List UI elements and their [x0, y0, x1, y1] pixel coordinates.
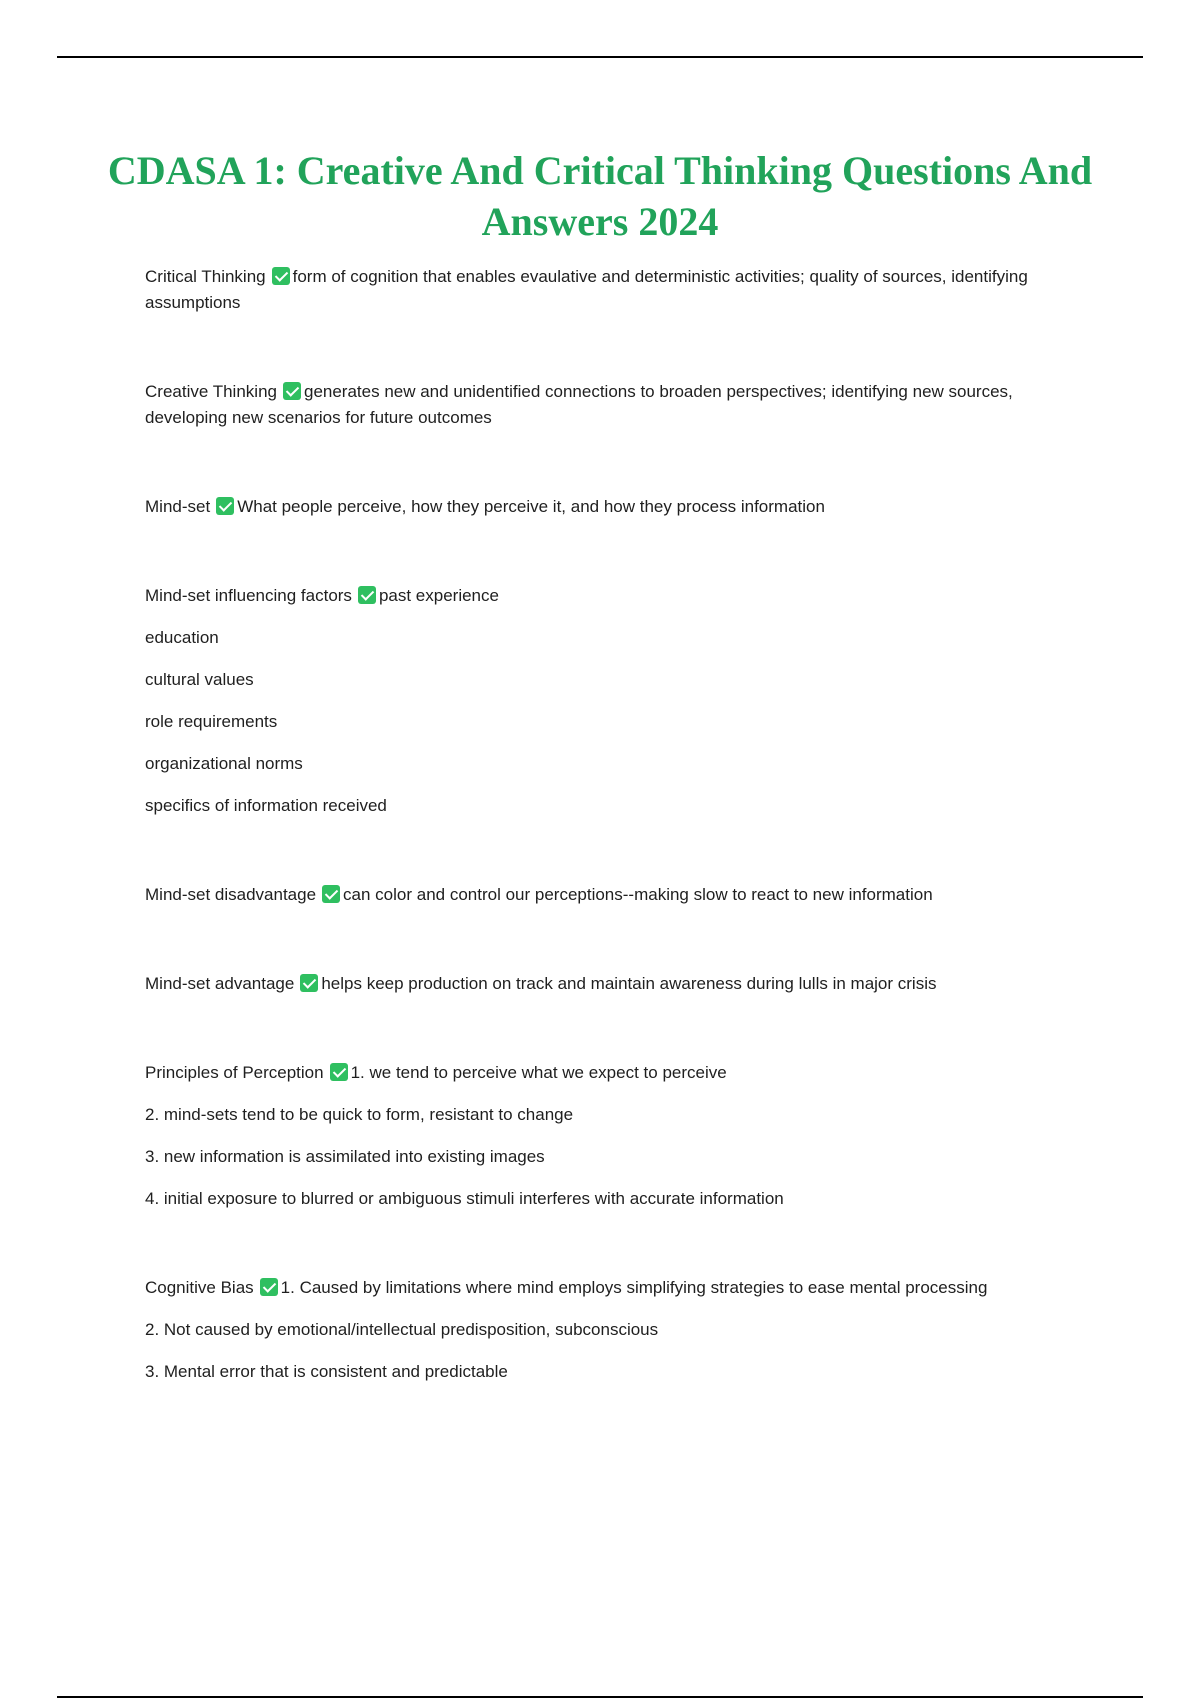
qa-answer: can color and control our perceptions--making slow to react to new information [343, 885, 933, 904]
document-title: CDASA 1: Creative And Critical Thinking Questions And Answers 2024 [107, 148, 1093, 244]
qa-line [145, 971, 1065, 997]
qa-extra-line: 2. mind-sets tend to be quick to form, resistant to change [145, 1105, 574, 1124]
qa-term: Cognitive Bias [145, 1278, 254, 1297]
top-rule [57, 56, 1143, 58]
qa-answer: 1. Caused by limitations where mind employs simplifying strategies to ease mental processing [280, 1278, 988, 1297]
qa-item [145, 379, 1065, 431]
qa-extra-line: 3. new information is assimilated into existing images [145, 1147, 545, 1166]
bottom-rule [57, 1696, 1143, 1698]
qa-extra-line: organizational norms [145, 754, 303, 773]
qa-list [145, 264, 1065, 1448]
check-icon [283, 382, 301, 400]
qa-term: Mind-set [145, 497, 211, 516]
qa-extra-line: 3. Mental error that is consistent and predictable [145, 1362, 508, 1381]
qa-item [145, 882, 1065, 908]
qa-line [145, 583, 1065, 609]
qa-item [145, 1060, 1065, 1212]
qa-extra-line: role requirements [145, 712, 278, 731]
qa-term: Critical Thinking [145, 267, 266, 286]
check-icon [322, 885, 340, 903]
qa-extra-line: cultural values [145, 670, 254, 689]
qa-extra-line: education [145, 628, 219, 647]
qa-item [145, 494, 1065, 520]
qa-extra-line: 4. initial exposure to blurred or ambiguous stimuli interferes with accurate information [145, 1189, 784, 1208]
qa-answer: helps keep production on track and maintain awareness during lulls in major crisis [321, 974, 937, 993]
qa-term: Mind-set influencing factors [145, 586, 352, 605]
check-icon [300, 974, 318, 992]
qa-item [145, 1275, 1065, 1385]
qa-answer: past experience [378, 586, 499, 605]
qa-term: Mind-set advantage [145, 974, 295, 993]
qa-extra-line: 2. Not caused by emotional/intellectual predisposition, subconscious [145, 1320, 659, 1339]
qa-line [145, 494, 1065, 520]
qa-line [145, 882, 1065, 908]
qa-line [145, 264, 1065, 316]
qa-item [145, 264, 1065, 316]
qa-term: Creative Thinking [145, 382, 277, 401]
check-icon [330, 1063, 348, 1081]
qa-item [145, 971, 1065, 997]
qa-term: Mind-set disadvantage [145, 885, 317, 904]
qa-answer: 1. we tend to perceive what we expect to perceive [350, 1063, 727, 1082]
qa-extra-line: specifics of information received [145, 796, 387, 815]
qa-answer: form of cognition that enables evaulative and deterministic activities; quality of sources, identifying assumptions [145, 267, 1028, 312]
check-icon [272, 267, 290, 285]
qa-answer: generates new and unidentified connections to broaden perspectives; identifying new sources, developing new scenarios for future outcomes [145, 382, 1013, 427]
check-icon [260, 1278, 278, 1296]
check-icon [216, 497, 234, 515]
qa-item [145, 583, 1065, 819]
qa-line [145, 1060, 1065, 1086]
check-icon [358, 586, 376, 604]
qa-term: Principles of Perception [145, 1063, 324, 1082]
qa-line [145, 1275, 1065, 1301]
qa-line [145, 379, 1065, 431]
qa-answer: What people perceive, how they perceive it, and how they process information [237, 497, 825, 516]
